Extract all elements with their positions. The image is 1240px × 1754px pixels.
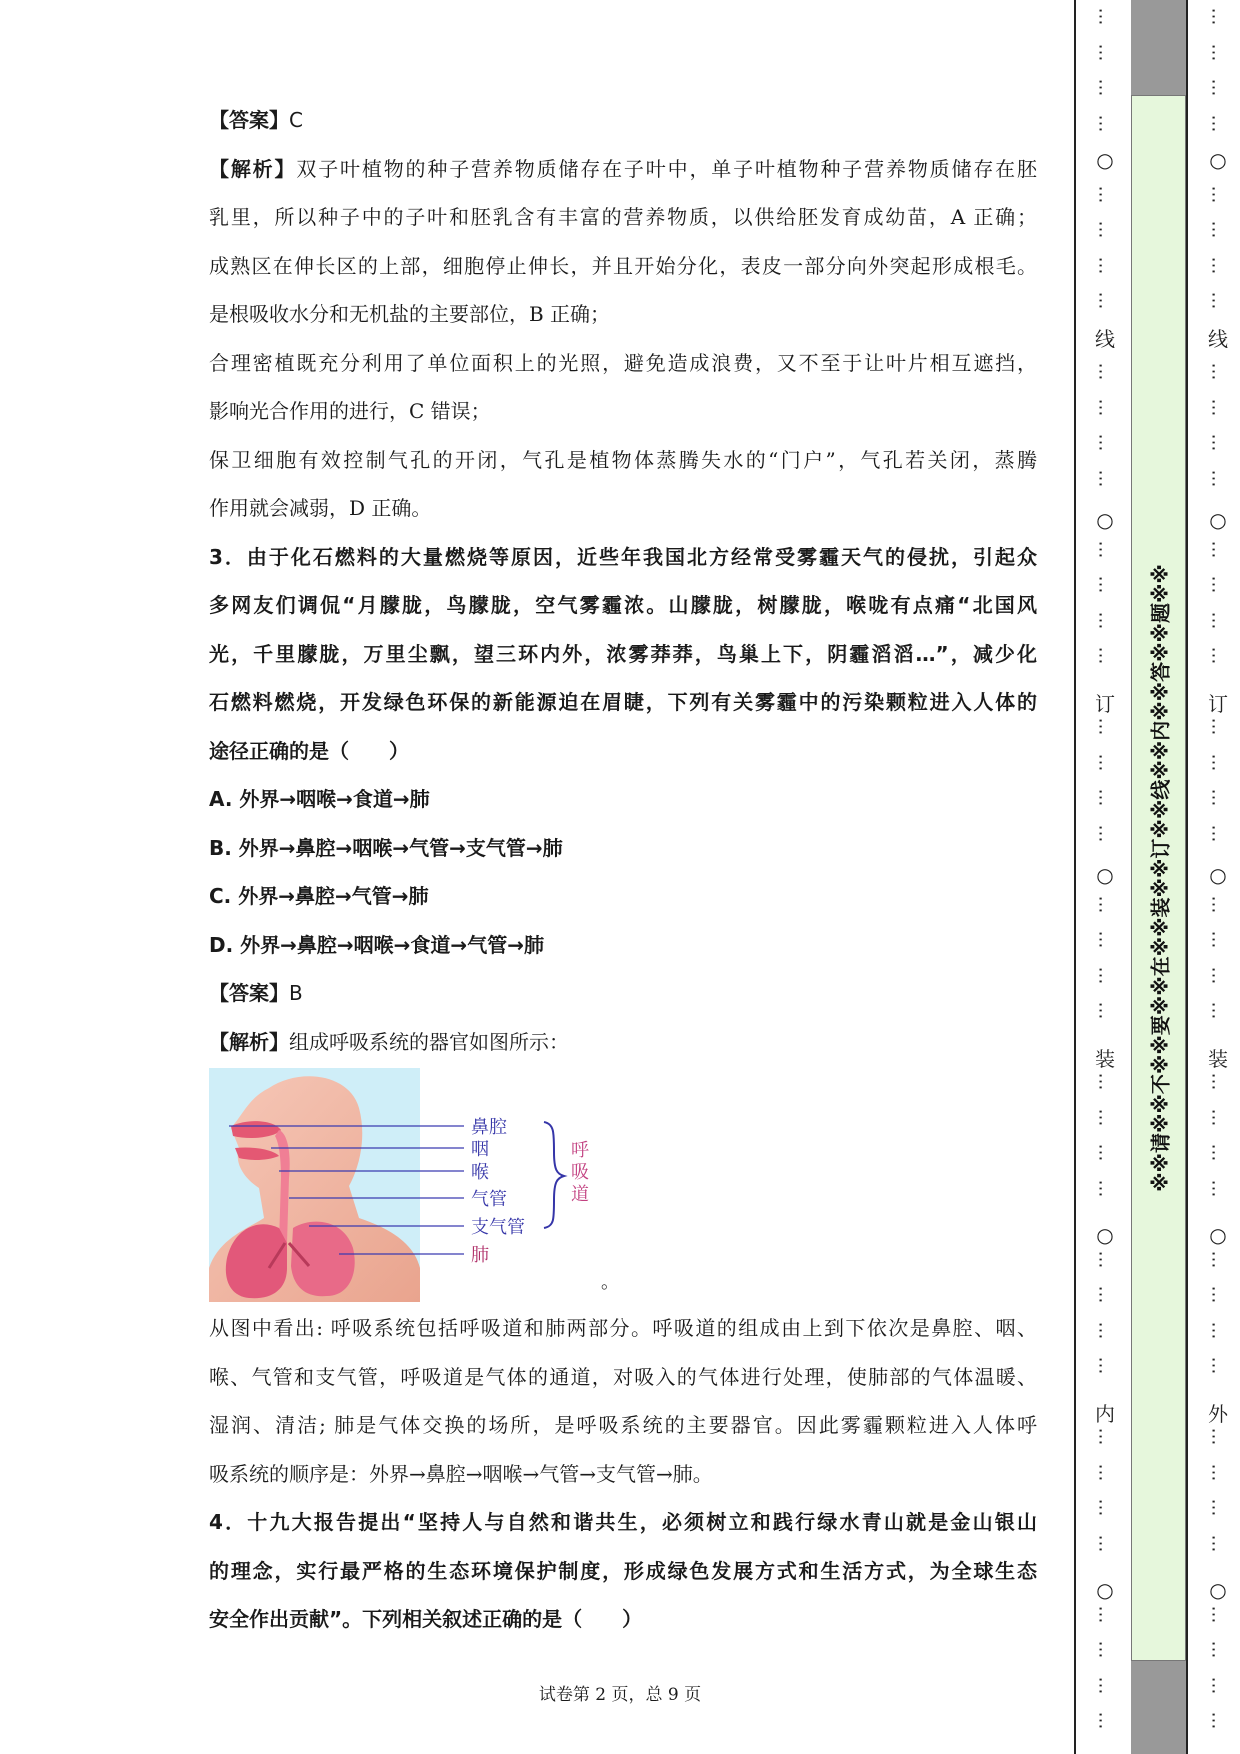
binding-outer-dots: … [1207,1427,1229,1446]
binding-inner-dots: … [1094,7,1116,26]
binding-inner-dots: … [1094,575,1116,594]
binding-outer-dots: … [1207,1179,1229,1198]
q4-stem-line-3: 安全作出贡献”。下列相关叙述正确的是（ ） [209,1607,643,1631]
q3-option-a: A. 外界→咽喉→食道→肺 [209,787,430,811]
binding-outer-dots: … [1207,1605,1229,1624]
binding-outer-dots: … [1207,7,1229,26]
binding-gray-bottom [1131,1661,1186,1754]
figure-label-trachea: 气管 [471,1189,507,1210]
binding-inner-dots: … [1094,43,1116,62]
figure-row [209,1066,1037,1304]
binding-outer-dots: … [1207,469,1229,488]
binding-inner-dots: … [1094,1285,1116,1304]
q3-stem-line-5: 途径正确的是（ ） [209,738,409,763]
binding-outer-dots: … [1207,114,1229,133]
binding-outer-dots: … [1207,717,1229,736]
figure-label-pharynx: 咽 [471,1139,489,1160]
binding-outer-dots: … [1207,1108,1229,1127]
binding-outer-mark: ○ [1209,1578,1227,1602]
binding-outer-dots: … [1207,78,1229,97]
binding-outer-mark: ○ [1209,863,1227,887]
binding-inner-dots: … [1094,1250,1116,1269]
binding-inner-dots: … [1094,1640,1116,1659]
binding-inner-dots: … [1094,646,1116,665]
group-label-char-1: 呼 [571,1140,589,1161]
binding-inner-mark: 内 [1095,1402,1115,1426]
binding-column-outer [1203,0,1233,1754]
binding-outer-dots: … [1207,1356,1229,1375]
binding-inner-dots: … [1094,1356,1116,1375]
binding-outer-dots: … [1207,256,1229,275]
binding-outer-dots: … [1207,43,1229,62]
binding-inner-dots: … [1094,1143,1116,1162]
q2-analysis-line-6: 影响光合作用的进行，C 错误； [209,399,491,423]
q4-stem-line-2: 的理念，实行最严格的生态环境保护制度，形成绿色发展方式和生活方式，为全球生态 [209,1558,1037,1583]
binding-outer-mark: 装 [1208,1047,1228,1071]
figure-label-bronchus: 支气管 [471,1217,525,1238]
q3-analysis-intro: 【解析】组成呼吸系统的器官如图所示： [209,1029,569,1054]
binding-outer-dots: … [1207,1321,1229,1340]
q2-answer: 【答案】C [209,108,303,132]
binding-outer-dots: … [1207,895,1229,914]
binding-inner-dots: … [1094,362,1116,381]
binding-outer-dots: … [1207,1143,1229,1162]
binding-outer-dots: … [1207,1072,1229,1091]
binding-inner-dots: … [1094,930,1116,949]
binding-warning-text: ※※请※※不※※要※※在※※装※※订※※线※※内※※答※※题※※ [1148,564,1172,1192]
binding-inner-mark: 订 [1095,692,1115,716]
binding-inner-dots: … [1094,540,1116,559]
binding-inner-dots: … [1094,1676,1116,1695]
binding-outer-dots: … [1207,966,1229,985]
binding-outer-dots: … [1207,930,1229,949]
binding-inner-mark: 装 [1095,1047,1115,1071]
binding-outer-dots: … [1207,220,1229,239]
binding-outer-mark: 外 [1208,1402,1228,1426]
figure-period: 。 [601,1272,619,1293]
binding-outer-dots: … [1207,1463,1229,1482]
binding-inner-dots: … [1094,1072,1116,1091]
binding-inner-dots: … [1094,788,1116,807]
q3-option-b: B. 外界→鼻腔→咽喉→气管→支气管→肺 [209,835,563,860]
figure-label-nasal: 鼻腔 [471,1117,507,1138]
binding-border-inner-right [1186,0,1188,1754]
q2-analysis-line-3: 成熟区在伸长区的上部，细胞停止伸长，并且开始分化，表皮一部分向外突起形成根毛。 [209,253,1037,278]
binding-inner-dots: … [1094,1534,1116,1553]
binding-outer-dots: … [1207,398,1229,417]
binding-outer-dots: … [1207,1640,1229,1659]
binding-inner-dots: … [1094,717,1116,736]
binding-inner-dots: … [1094,185,1116,204]
q2-analysis-line-5: 合理密植既充分利用了单位面积上的光照，避免造成浪费，又不至于让叶片相互遮挡， [209,350,1037,375]
binding-outer-mark: 线 [1208,327,1228,351]
binding-outer-dots: … [1207,788,1229,807]
binding-column-inner [1090,0,1120,1754]
binding-inner-dots: … [1094,1463,1116,1482]
figure-label-lung: 肺 [471,1245,489,1266]
binding-inner-dots: … [1094,1001,1116,1020]
group-label-char-3: 道 [571,1184,589,1205]
binding-inner-mark: ○ [1096,863,1114,887]
q2-analysis-line-4: 是根吸收水分和无机盐的主要部位，B 正确； [209,302,611,326]
page-content [209,96,1037,1644]
binding-outer-dots: … [1207,1285,1229,1304]
binding-outer-dots: … [1207,1534,1229,1553]
q3-stem-line-1: 3．由于化石燃料的大量燃烧等原因，近些年我国北方经常受雾霾天气的侵扰，引起众 [209,544,1037,569]
binding-inner-dots: … [1094,1711,1116,1730]
binding-outer-mark: 订 [1208,692,1228,716]
binding-border-left [1074,0,1076,1754]
binding-outer-dots: … [1207,1676,1229,1695]
q2-analysis-line-2: 乳里，所以种子中的子叶和胚乳含有丰富的营养物质，以供给胚发育成幼苗，A 正确； [209,205,1037,229]
q3-explain-line-3: 湿润、清洁; 肺是气体交换的场所，是呼吸系统的主要器官。因此雾霾颗粒进入人体呼 [209,1413,1037,1437]
q3-explain-line-4: 吸系统的顺序是：外界→鼻腔→咽喉→气管→支气管→肺。 [209,1461,713,1486]
binding-inner-dots: … [1094,433,1116,452]
q3-explain-line-1: 从图中看出: 呼吸系统包括呼吸道和肺两部分。呼吸道的组成由上到下依次是鼻腔、咽、 [209,1316,1037,1340]
q3-explain-line-2: 喉、气管和支气管，呼吸道是气体的通道，对吸入的气体进行处理，使肺部的气体温暖、 [209,1364,1037,1389]
q3-option-d: D. 外界→鼻腔→咽喉→食道→气管→肺 [209,932,544,957]
binding-inner-dots: … [1094,78,1116,97]
binding-inner-dots: … [1094,753,1116,772]
binding-inner-mark: ○ [1096,508,1114,532]
respiratory-system-figure [209,1068,604,1302]
binding-inner-dots: … [1094,469,1116,488]
binding-inner-dots: … [1094,398,1116,417]
binding-gray-top [1131,0,1186,95]
group-label-char-2: 吸 [571,1162,589,1183]
binding-inner-dots: … [1094,1179,1116,1198]
q3-stem-line-2: 多网友们调侃“月朦胧，鸟朦胧，空气雾霾浓。山朦胧，树朦胧，喉咙有点痛“北国风 [209,593,1037,617]
binding-outer-dots: … [1207,433,1229,452]
binding-inner-dots: … [1094,1498,1116,1517]
binding-outer-dots: … [1207,824,1229,843]
q2-analysis-line-7: 保卫细胞有效控制气孔的开闭，气孔是植物体蒸腾失水的“门户”，气孔若关闭，蒸腾 [209,447,1037,472]
q3-stem-line-4: 石燃料燃烧，开发绿色环保的新能源迫在眉睫，下列有关雾霾中的污染颗粒进入人体的 [209,690,1037,714]
binding-inner-dots: … [1094,611,1116,630]
binding-outer-dots: … [1207,185,1229,204]
binding-outer-mark: ○ [1209,508,1227,532]
binding-outer-dots: … [1207,611,1229,630]
binding-inner-dots: … [1094,824,1116,843]
binding-inner-mark: ○ [1096,148,1114,172]
q2-analysis-line-8: 作用就会减弱，D 正确。 [209,496,432,520]
binding-inner-dots: … [1094,291,1116,310]
respiratory-tract-brace [544,1122,564,1228]
binding-outer-dots: … [1207,291,1229,310]
binding-outer-dots: … [1207,1001,1229,1020]
binding-outer-dots: … [1207,1250,1229,1269]
binding-inner-mark: ○ [1096,1223,1114,1247]
q3-answer: 【答案】B [209,981,303,1005]
binding-outer-mark: ○ [1209,148,1227,172]
binding-outer-dots: … [1207,575,1229,594]
binding-outer-dots: … [1207,1498,1229,1517]
binding-inner-dots: … [1094,966,1116,985]
figure-label-larynx: 喉 [471,1162,489,1183]
binding-inner-dots: … [1094,256,1116,275]
page-footer: 试卷第 2 页，总 9 页 [538,1685,702,1705]
binding-inner-dots: … [1094,895,1116,914]
binding-inner-mark: 线 [1095,327,1115,351]
q2-analysis-line-1: 【解析】双子叶植物的种子营养物质储存在子叶中，单子叶植物种子营养物质储存在胚 [209,156,1038,181]
q4-stem-line-1: 4．十九大报告提出“坚持人与自然和谐共生，必须树立和践行绿水青山就是金山银山 [209,1510,1037,1534]
binding-inner-dots: … [1094,114,1116,133]
binding-inner-dots: … [1094,1427,1116,1446]
binding-outer-dots: … [1207,362,1229,381]
binding-outer-dots: … [1207,646,1229,665]
binding-inner-dots: … [1094,1605,1116,1624]
q3-option-c: C. 外界→鼻腔→气管→肺 [209,884,429,908]
q3-stem-line-3: 光，千里朦胧，万里尘飘，望三环内外，浓雾莽莽，鸟巢上下，阴霾滔滔…”，减少化 [209,641,1037,666]
binding-outer-mark: ○ [1209,1223,1227,1247]
binding-outer-dots: … [1207,1711,1229,1730]
binding-warning [1131,95,1186,1661]
binding-inner-dots: … [1094,1108,1116,1127]
binding-outer-dots: … [1207,540,1229,559]
binding-inner-dots: … [1094,220,1116,239]
binding-inner-dots: … [1094,1321,1116,1340]
binding-outer-dots: … [1207,753,1229,772]
binding-inner-mark: ○ [1096,1578,1114,1602]
